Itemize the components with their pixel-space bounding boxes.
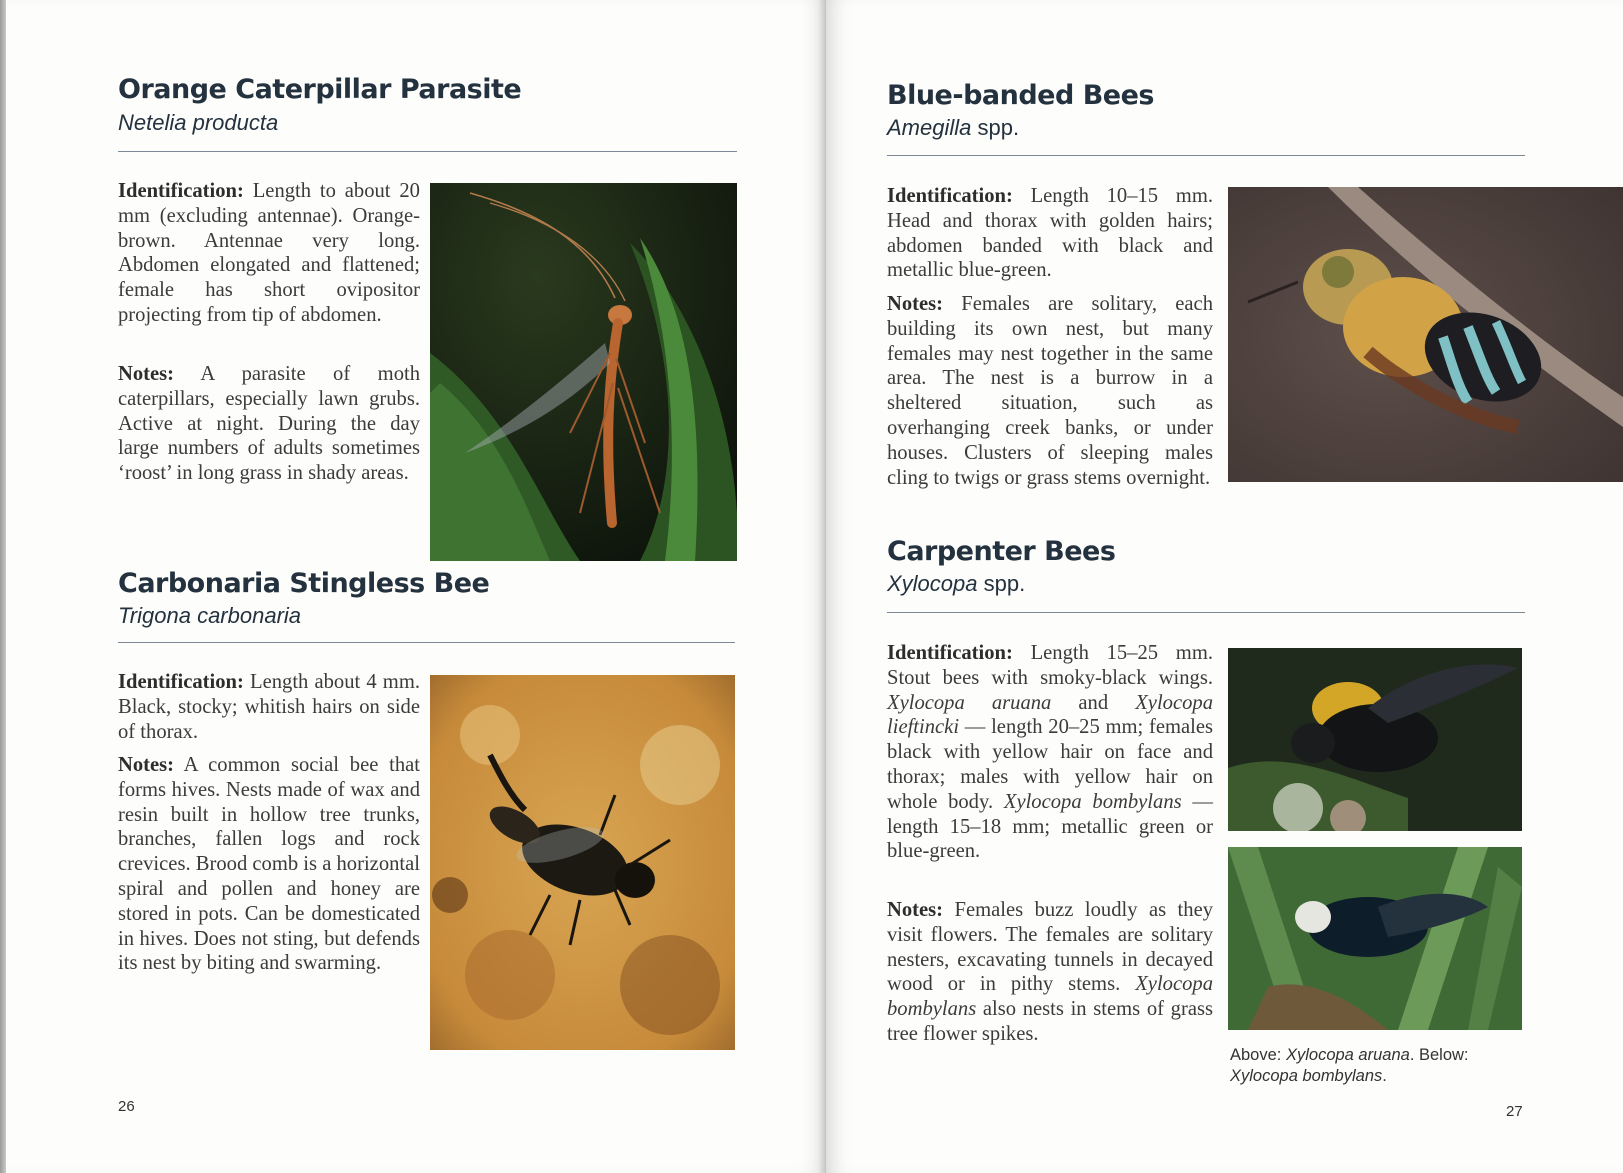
- carpenter-bee-bombylans-photo: [1228, 847, 1522, 1030]
- entry-title: Orange Caterpillar Parasite: [118, 74, 522, 105]
- species-name: Xylocopa lieftincki: [887, 691, 1213, 739]
- identification-text: Length 10–15 mm. Head and thorax with golden hairs; abdomen banded with black and metallic blue-green.: [887, 185, 1213, 282]
- identification-label: Identification:: [887, 185, 1013, 207]
- wasp-photo: [430, 183, 737, 561]
- right-page: [826, 0, 1623, 1173]
- caption-label: . Below:: [1409, 1046, 1469, 1064]
- page-number: 26: [118, 1098, 135, 1115]
- notes-paragraph: [118, 362, 420, 486]
- scientific-genus: Xylocopa: [887, 571, 978, 596]
- entry-scientific-name: [887, 571, 1025, 597]
- notes-text: A parasite of moth caterpillars, especially lawn grubs. Active at night. During the day large numbers of adults sometimes ‘roost’ in long grass in shady areas.: [118, 363, 421, 485]
- entry-divider: [118, 151, 737, 152]
- photo-caption: [1230, 1045, 1530, 1087]
- notes-text: Females are solitary, each building its own nest, but many females may nest together in the same area. The nest is a burrow in a sheltered situation, such as overhanging creek banks, or under houses. Clusters of sleeping males cling to twigs or grass stems overnight.: [887, 293, 1213, 489]
- scientific-suffix: spp.: [971, 115, 1020, 140]
- notes-label: Notes:: [118, 363, 175, 385]
- entry-divider: [118, 642, 735, 643]
- identification-label: Identification:: [887, 642, 1013, 664]
- species-name: Xylocopa bombylans: [887, 973, 1213, 1021]
- identification-text: Length 15–25 mm. Stout bees with smoky-black wings.: [887, 642, 1213, 689]
- identification-text: — length 20–25 mm; females black with yellow hair on face and thorax; males with yellow hair on whole body.: [887, 716, 1213, 813]
- notes-text: Females buzz loudly as they visit flowers. The females are solitary nesters, excavating tunnels in decayed wood or in pithy stems.: [887, 899, 1214, 996]
- notes-label: Notes:: [887, 293, 944, 315]
- blue-banded-bee-photo: [1228, 187, 1623, 482]
- caption-label: Above:: [1230, 1046, 1286, 1064]
- identification-text: Length about 4 mm. Black, stocky; whitish hairs on side of thorax.: [118, 671, 420, 743]
- page-number: 27: [1506, 1103, 1523, 1120]
- notes-label: Notes:: [118, 754, 175, 776]
- identification-text: — length 15–18 mm; metallic green or blue-green.: [887, 790, 1213, 863]
- notes-text: also nests in stems of grass tree flower spikes.: [887, 998, 1213, 1045]
- entry-title: Carpenter Bees: [887, 536, 1116, 567]
- entry-scientific-name: Trigona carbonaria: [118, 603, 302, 628]
- entry-title: Blue-banded Bees: [887, 80, 1154, 111]
- notes-label: Notes:: [887, 899, 944, 921]
- caption-label: .: [1382, 1067, 1387, 1085]
- identification-paragraph: [887, 184, 1213, 283]
- entry-scientific-name: [887, 115, 1019, 141]
- entry-title: Carbonaria Stingless Bee: [118, 568, 490, 599]
- entry-divider: [887, 612, 1525, 613]
- notes-paragraph: [887, 292, 1213, 490]
- identification-label: Identification:: [118, 671, 244, 693]
- caption-species: Xylocopa aruana: [1285, 1046, 1410, 1064]
- identification-text: and: [1051, 691, 1136, 714]
- entry-scientific-name: Netelia producta: [118, 110, 279, 135]
- notes-paragraph: [118, 753, 420, 976]
- scientific-genus: Amegilla: [887, 115, 972, 140]
- identification-text: Length to about 20 mm (excluding antennae). Orange-brown. Antennae very long. Abdomen elongated and flattened; female has short ovipositor projecting from tip of abdomen.: [118, 180, 420, 326]
- identification-paragraph: [118, 179, 420, 328]
- identification-paragraph: [887, 641, 1213, 864]
- entry-divider: [887, 155, 1525, 156]
- notes-text: A common social bee that forms hives. Nests made of wax and resin built in hollow tree trunks, branches, fallen logs and rock crevices. Brood comb is a horizontal spiral and pollen and honey are stored in pots. Can be domesticated in hives. Does not sting, but defends its nest by biting and swarming.: [118, 754, 420, 975]
- species-name: Xylocopa aruana: [887, 691, 1052, 714]
- scientific-suffix: spp.: [977, 571, 1026, 596]
- identification-paragraph: [118, 670, 420, 744]
- notes-paragraph: [887, 898, 1213, 1047]
- species-name: Xylocopa bombylans: [1003, 790, 1182, 813]
- carpenter-bee-aruana-photo: [1228, 648, 1522, 831]
- identification-label: Identification:: [118, 180, 244, 202]
- left-page: [6, 0, 826, 1173]
- caption-species: Xylocopa bombylans: [1230, 1067, 1383, 1085]
- stingless-bee-photo: [430, 675, 735, 1050]
